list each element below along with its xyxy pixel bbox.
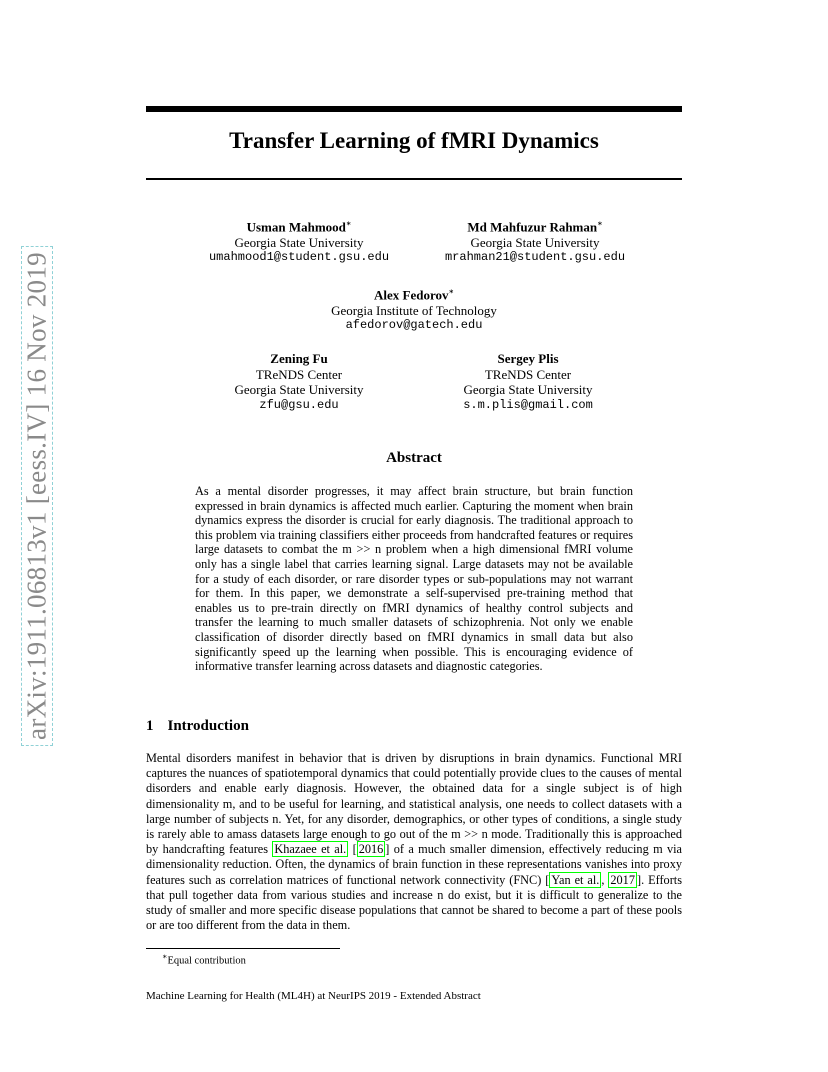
- section-title: Introduction: [167, 718, 249, 734]
- author-block-1: [196, 216, 402, 266]
- author-email[interactable]: umahmood1@student.gsu.edu: [208, 250, 390, 265]
- author-affiliation: Georgia State University: [234, 234, 364, 250]
- introduction-body: Mental disorders manifest in behavior that is driven by disruptions in brain dynamics. Functional MRI captures the nuances of spatiotemporal dynamics that could potentially provide clues to the causes of mental disorders and enable early diagnosis. However, the obtained data for a single subject is of high dimensionality m, and to be useful for learning, and statistical analysis, one needs to collect datasets with a large number of subjects n. Yet, for any disorder, demographics, or other types of conditions, a single study is rarely able to amass datasets large enough to go out of the m >> n mode. Traditionally this is approached by handcrafting features Khazaee et al. [ 2016 ] of a much smaller dimension, effectively reducing m via dimensionality reduction. Often, the dynamics of brain function in these representations vanishes into proxy features such as correlation matrices of functional network connectivity (FNC) [ Yan et al. , 2017 ]. Efforts that pull together data from various studies and increase n do exist, but it is difficult to generalize to the study of smaller and more specific disease populations that cannot be shared to become a part of these pools or are too different from the data in them.: [146, 751, 683, 933]
- author-name: Usman Mahmood∗: [246, 219, 352, 235]
- author-name: Sergey Plis: [497, 351, 559, 366]
- arxiv-stamp-text: arXiv:1911.06813v1 [eess.IV] 16 Nov 2019: [21, 252, 52, 740]
- abstract-heading: Abstract: [386, 450, 442, 466]
- arxiv-stamp: [21, 246, 53, 746]
- author-affiliation-2: Georgia State University: [463, 382, 593, 397]
- author-affiliation: TReNDS Center: [484, 366, 572, 382]
- author-affiliation-2: Georgia State University: [234, 382, 364, 397]
- author-name: Alex Fedorov∗: [373, 287, 455, 303]
- author-block-2: [432, 216, 638, 266]
- citation-year-link-khazaee[interactable]: 2016: [358, 842, 384, 857]
- citation-link-khazaee[interactable]: Khazaee et al.: [274, 842, 347, 857]
- author-name: Md Mahfuzur Rahman∗: [467, 219, 603, 235]
- citation-link-yan[interactable]: Yan et al.: [551, 872, 600, 887]
- author-block-3: [310, 284, 518, 334]
- footnote-rule: [146, 948, 340, 949]
- author-affiliation: Georgia State University: [470, 234, 600, 250]
- paper-title: Transfer Learning of fMRI Dynamics: [229, 128, 599, 153]
- author-block-4: [216, 351, 382, 413]
- citation-year-link-yan[interactable]: 2017: [610, 872, 635, 887]
- venue-footer: Machine Learning for Health (ML4H) at NeurIPS 2019 - Extended Abstract: [146, 990, 481, 1002]
- author-affiliation: Georgia Institute of Technology: [331, 302, 497, 318]
- author-affiliation: TReNDS Center: [255, 366, 343, 382]
- footnote: ∗Equal contribution: [162, 952, 246, 967]
- abstract-body: As a mental disorder progresses, it may affect brain structure, but brain function expressed in brain dynamics is affected much earlier. Capturing the moment when brain dynamics express the disorder is crucial for early diagnosis. The traditional approach to this problem via training classifiers either proceeds from handcrafted features or requires large datasets to combat the m >> n problem when a high dimensional fMRI volume only has a single label that carries learning signal. Large datasets may not be available for a study of each disorder, or rare disorder types or sub-populations may not warrant for them. In this paper, we demonstrate a self-supervised pre-training method that enables us to pre-train directly on fMRI dynamics of healthy control subjects and transfer the learning to much smaller datasets of schizophrenia. Not only we enable classification of disorder directly based on fMRI dynamics in small data but also significantly speed up the learning when possible. This is encouraging evidence of informative transfer learning across datasets and diagnostic categories.: [195, 484, 633, 674]
- author-email[interactable]: afedorov@gatech.edu: [345, 318, 483, 333]
- title-rule-bottom: [146, 178, 682, 180]
- section-heading-introduction: [146, 718, 249, 735]
- title-rule-top: [146, 106, 682, 112]
- author-block-5: [445, 351, 611, 413]
- author-email[interactable]: s.m.plis@gmail.com: [463, 397, 593, 412]
- author-email[interactable]: mrahman21@student.gsu.edu: [444, 250, 626, 265]
- author-name: Zening Fu: [270, 351, 328, 366]
- section-number: 1: [146, 718, 154, 734]
- author-email[interactable]: zfu@gsu.edu: [259, 397, 339, 412]
